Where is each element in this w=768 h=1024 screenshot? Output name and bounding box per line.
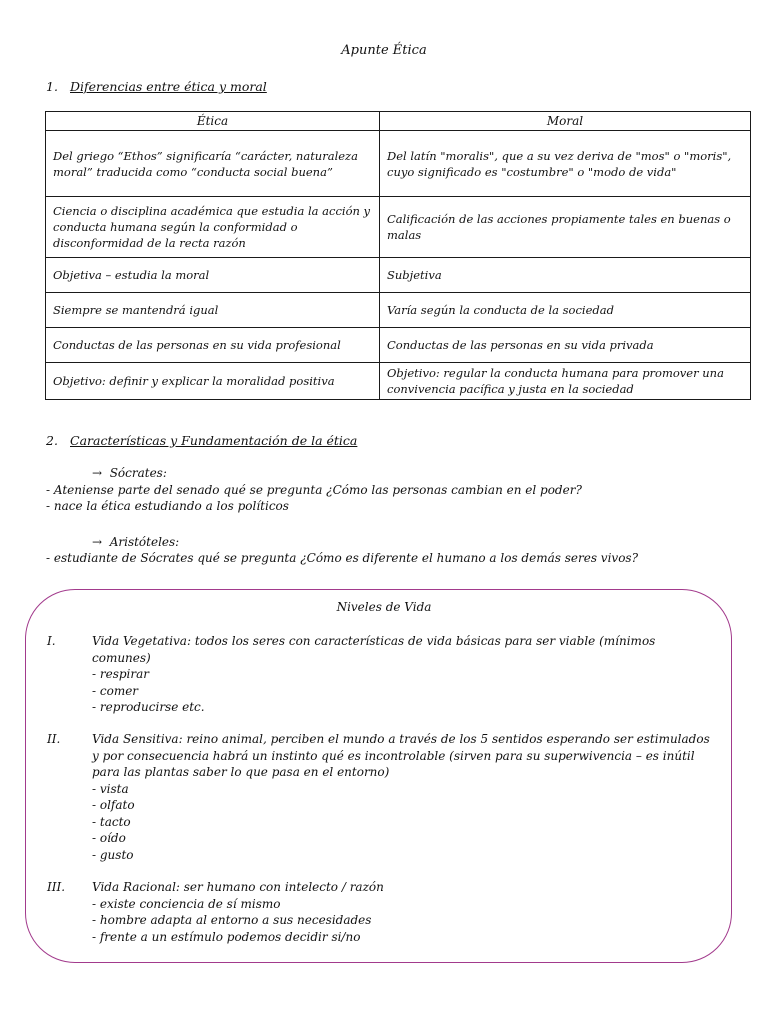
- socrates-heading: [92, 466, 167, 480]
- niveles-title: Niveles de Vida: [336, 600, 432, 614]
- column-header-etica: Ética: [46, 112, 380, 131]
- table-row: [46, 258, 751, 293]
- comparison-table: [45, 111, 751, 400]
- table-cell: Objetivo: regular la conducta humana para promover una convivencia pacífica y justa en la sociedad: [380, 363, 751, 400]
- socrates-line-2: - nace la ética estudiando a los políticos: [46, 499, 289, 513]
- level-numeral: I.: [47, 634, 56, 648]
- section2-title: Características y Fundamentación de la ética: [70, 433, 358, 448]
- list-item: - gusto: [92, 847, 134, 862]
- list-item: - hombre adapta al entorno a sus necesidades: [92, 913, 372, 927]
- aristoteles-heading: [92, 535, 179, 549]
- arrow-right-icon: →: [92, 535, 103, 549]
- list-item: - oído: [92, 831, 126, 845]
- socrates-line-1: - Ateniense parte del senado qué se pregunta ¿Cómo las personas cambian en el poder?: [46, 483, 582, 497]
- table-row: [46, 197, 751, 258]
- level-numeral: II.: [47, 732, 61, 746]
- table-row: [46, 328, 751, 363]
- table-row: [46, 293, 751, 328]
- level-description: Vida Racional: ser humano con intelecto / razón: [92, 880, 384, 894]
- table-cell: Conductas de las personas en su vida privada: [380, 328, 751, 363]
- level-numeral: III.: [47, 880, 66, 894]
- section2-heading: [46, 433, 357, 448]
- table-cell: Objetiva – estudia la moral: [46, 258, 380, 293]
- list-item: - tacto: [92, 814, 131, 829]
- list-item: - vista: [92, 781, 129, 796]
- aristoteles-line-1: - estudiante de Sócrates qué se pregunta ¿Cómo es diferente el humano a los demás seres vivos?: [46, 551, 639, 565]
- list-item: - existe conciencia de sí mismo: [92, 896, 281, 911]
- section1-title: Diferencias entre ética y moral: [70, 79, 267, 94]
- table-cell: Ciencia o disciplina académica que estudia la acción y conducta humana según la conformidad o disconformidad de la recta razón: [46, 197, 380, 258]
- table-cell: Objetivo: definir y explicar la moralidad positiva: [46, 363, 380, 400]
- table-cell: Siempre se mantendrá igual: [46, 293, 380, 328]
- table-header-row: [46, 112, 751, 131]
- level-description: Vida Sensitiva: reino animal, perciben el mundo a través de los 5 sentidos esperando ser estimulados y por consecuencia habrá un instinto qué es incontrolable (sirven para su superwivencia – es inútil para las plantas saber lo que pasa en el entorno): [92, 732, 710, 779]
- aristoteles-name: Aristóteles:: [109, 535, 180, 549]
- table-cell: Calificación de las acciones propiamente tales en buenas o malas: [380, 197, 751, 258]
- table-cell: Subjetiva: [380, 258, 751, 293]
- table-cell: Del griego “Ethos” significaría “carácter, naturaleza moral” traducida como “conducta social buena”: [46, 131, 380, 197]
- column-header-moral: Moral: [380, 112, 751, 131]
- section1-number: 1.: [46, 79, 58, 94]
- list-item: - respirar: [92, 667, 150, 681]
- section2-number: 2.: [46, 433, 58, 448]
- page-title: Apunte Ética: [341, 43, 427, 58]
- table-cell: Conductas de las personas en su vida profesional: [46, 328, 380, 363]
- socrates-name: Sócrates:: [109, 466, 167, 480]
- list-item: - reproducirse etc.: [92, 700, 205, 714]
- table-cell: Varía según la conducta de la sociedad: [380, 293, 751, 328]
- arrow-right-icon: →: [92, 466, 103, 480]
- section1-heading: [46, 79, 267, 94]
- table-cell: Del latín "moralis", que a su vez deriva de "mos" o "moris", cuyo significado es "costumbre" o "modo de vida": [380, 131, 751, 197]
- list-item: - comer: [92, 683, 139, 698]
- list-item: - frente a un estímulo podemos decidir si/no: [92, 929, 361, 944]
- table-row: [46, 131, 751, 197]
- list-item: - olfato: [92, 798, 135, 812]
- level-description: Vida Vegetativa: todos los seres con características de vida básicas para ser viable (mínimos comunes): [92, 634, 656, 665]
- table-row: [46, 363, 751, 400]
